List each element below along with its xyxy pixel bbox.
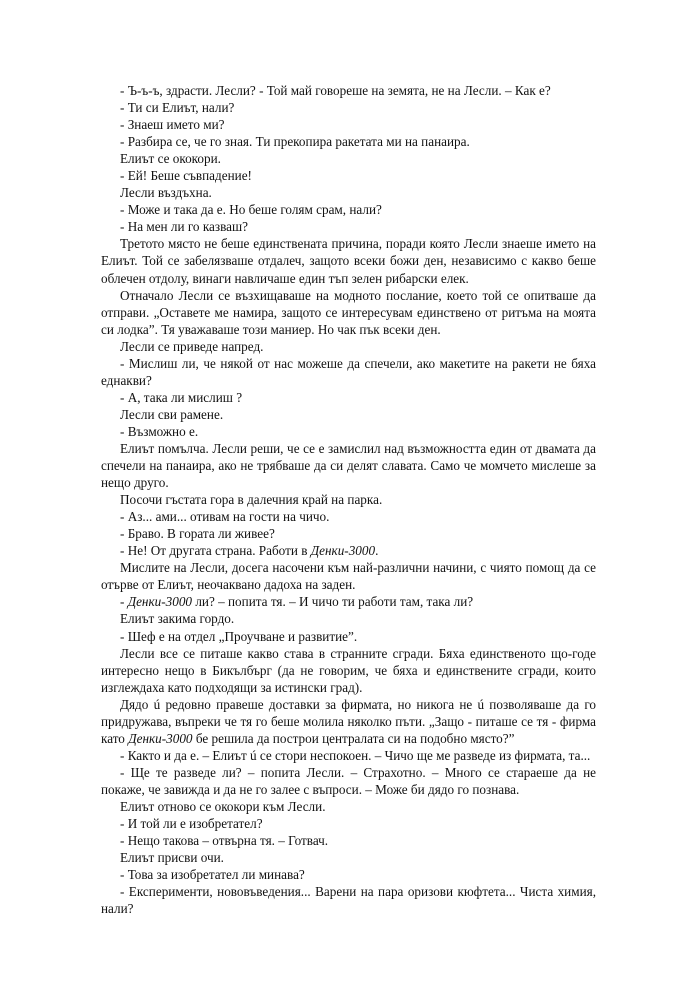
paragraph-text: - На мен ли го казваш? bbox=[120, 219, 249, 235]
paragraph bbox=[101, 610, 596, 627]
paragraph bbox=[101, 389, 596, 406]
paragraph bbox=[101, 406, 596, 423]
paragraph-text: - Мислиш ли, че някой от нас можеше да спечели, ако макетите на ракети не бяха еднакви? bbox=[101, 355, 596, 388]
paragraph-text: - И той ли е изобретател? bbox=[120, 816, 263, 832]
paragraph bbox=[101, 764, 596, 798]
paragraph-text: - Ще те разведе ли? – попита Лесли. – Страхотно. – Много се стараеше да не покаже, че завижда и да не го залее с въпроси. – Може би дядо го познава. bbox=[101, 764, 596, 797]
paragraph bbox=[101, 423, 596, 440]
italic-text: Денки-3000 bbox=[128, 730, 193, 746]
paragraph bbox=[101, 525, 596, 542]
paragraph bbox=[101, 866, 596, 883]
paragraph-text: - Ъ-ъ-ъ, здрасти. Лесли? - Той май говореше на земята, не на Лесли. – Как е? bbox=[120, 83, 551, 98]
paragraph-text: Елиът присви очи. bbox=[120, 850, 224, 866]
paragraph-text: - Знаеш името ми? bbox=[120, 117, 225, 133]
paragraph-text: - Възможно е. bbox=[120, 423, 199, 439]
paragraph-text: Мислите на Лесли, досега насочени към най-различни начини, с чиято помощ да се отърве от Елиът, неочаквано дадоха на заден. bbox=[101, 560, 596, 593]
paragraph bbox=[101, 508, 596, 525]
paragraph-text: Елиът се ококори. bbox=[120, 151, 221, 167]
paragraph-text: - Аз... ами... отивам на гости на чичо. bbox=[120, 509, 330, 525]
paragraph bbox=[101, 338, 596, 355]
paragraph bbox=[101, 167, 596, 184]
paragraph bbox=[101, 82, 596, 99]
paragraph-text: - Ей! Беше съвпадение! bbox=[120, 168, 252, 184]
paragraph bbox=[101, 559, 596, 593]
paragraph-text: - А, така ли мислиш ? bbox=[120, 389, 243, 405]
paragraph bbox=[101, 287, 596, 338]
paragraph bbox=[101, 542, 596, 559]
paragraph-text: . bbox=[375, 543, 379, 559]
paragraph-text: - Разбира се, че го зная. Ти прекопира ракетата ми на панаира. bbox=[120, 134, 470, 150]
paragraph bbox=[101, 815, 596, 832]
paragraph-text: - Това за изобретател ли минава? bbox=[120, 867, 305, 883]
paragraph-text: - Може и така да е. Но беше голям срам, нали? bbox=[120, 202, 382, 218]
paragraph bbox=[101, 99, 596, 116]
paragraph bbox=[101, 593, 596, 610]
paragraph bbox=[101, 133, 596, 150]
paragraph-text: Лесли все се питаше какво става в странните сгради. Бяха единственото що-годе интересно нещо в Бикълбърг (да не говорим, че бяха и единствените сгради, които изглеждаха като подходящи за истински град). bbox=[101, 645, 596, 695]
paragraph bbox=[101, 747, 596, 764]
paragraph-text: Лесли се приведе напред. bbox=[120, 338, 264, 354]
paragraph-text: Елиът помълча. Лесли реши, че се е замислил над възможността един от двамата да спечели на панаира, ако не трябваше да си делят славата. Само че момчето мислеше за нещо друго. bbox=[101, 440, 596, 491]
paragraph bbox=[101, 628, 596, 645]
paragraph bbox=[101, 184, 596, 201]
paragraph-text: Елиът закима гордо. bbox=[120, 611, 235, 627]
paragraph-text: - Както и да е. – Елиът ú се стори неспокоен. – Чичо ще ме разведе из фирмата, та... bbox=[120, 747, 591, 763]
paragraph bbox=[101, 150, 596, 167]
paragraph-text: Дядо ú редовно правеше доставки за фирмата, но никога не ú позволяваше да го придружава, въпреки че тя го беше молила няколко пъти. „Защо - питаше се тя - фирма като bbox=[101, 696, 596, 746]
paragraph bbox=[101, 491, 596, 508]
paragraph bbox=[101, 645, 596, 696]
paragraph bbox=[101, 235, 596, 286]
italic-text: - Денки-3000 bbox=[120, 594, 193, 610]
paragraph-text: ли? – попита тя. – И чичо ти работи там, така ли? bbox=[192, 594, 474, 610]
paragraph bbox=[101, 218, 596, 235]
paragraph-text: Посочи гъстата гора в далечния край на парка. bbox=[120, 492, 383, 508]
paragraph bbox=[101, 849, 596, 866]
italic-text: Денки-3000 bbox=[310, 543, 376, 559]
paragraph-text: - Шеф е на отдел „Проучване и развитие”. bbox=[120, 628, 358, 644]
paragraph bbox=[101, 116, 596, 133]
paragraph-text: - Нещо такова – отвърна тя. – Готвач. bbox=[120, 833, 329, 849]
paragraph-text: - Ти си Елиът, нали? bbox=[120, 100, 235, 116]
paragraph bbox=[101, 440, 596, 491]
paragraph bbox=[101, 798, 596, 815]
paragraph-text: Отначало Лесли се възхищаваше на модното послание, което той се опитваше да отправи. „Оставете ме намира, защото се интересувам единствено от ритъма на моята си лодка”. Тя уважаваше този маниер. Но чак пък всеки ден. bbox=[101, 287, 596, 337]
paragraph bbox=[101, 355, 596, 389]
paragraph bbox=[101, 832, 596, 849]
paragraph-text: - Браво. В гората ли живее? bbox=[120, 526, 275, 542]
paragraph-text: Лесли сви рамене. bbox=[120, 406, 224, 422]
paragraph bbox=[101, 696, 596, 747]
body-text bbox=[101, 82, 596, 917]
paragraph bbox=[101, 883, 596, 917]
paragraph-text: Третото място не беше единствената причина, поради която Лесли знаеше името на Елиът. Той се забелязваше отдалеч, защото всеки божи ден, независимо с какво беше облечен отдолу, винаги навличаше един тъп зелен рибарски елек. bbox=[101, 236, 596, 286]
paragraph bbox=[101, 201, 596, 218]
paragraph-text: Лесли въздъхна. bbox=[120, 185, 212, 201]
paragraph-text: - Експерименти, нововъведения... Варени на пара оризови кюфтета... Чиста химия, нали? bbox=[101, 884, 596, 917]
paragraph-text: Елиът отново се ококори към Лесли. bbox=[120, 798, 326, 814]
paragraph-text: - Не! От другата страна. Работи в bbox=[120, 543, 311, 559]
paragraph-text: бе решила да построи централата си на подобно място?” bbox=[192, 730, 515, 746]
